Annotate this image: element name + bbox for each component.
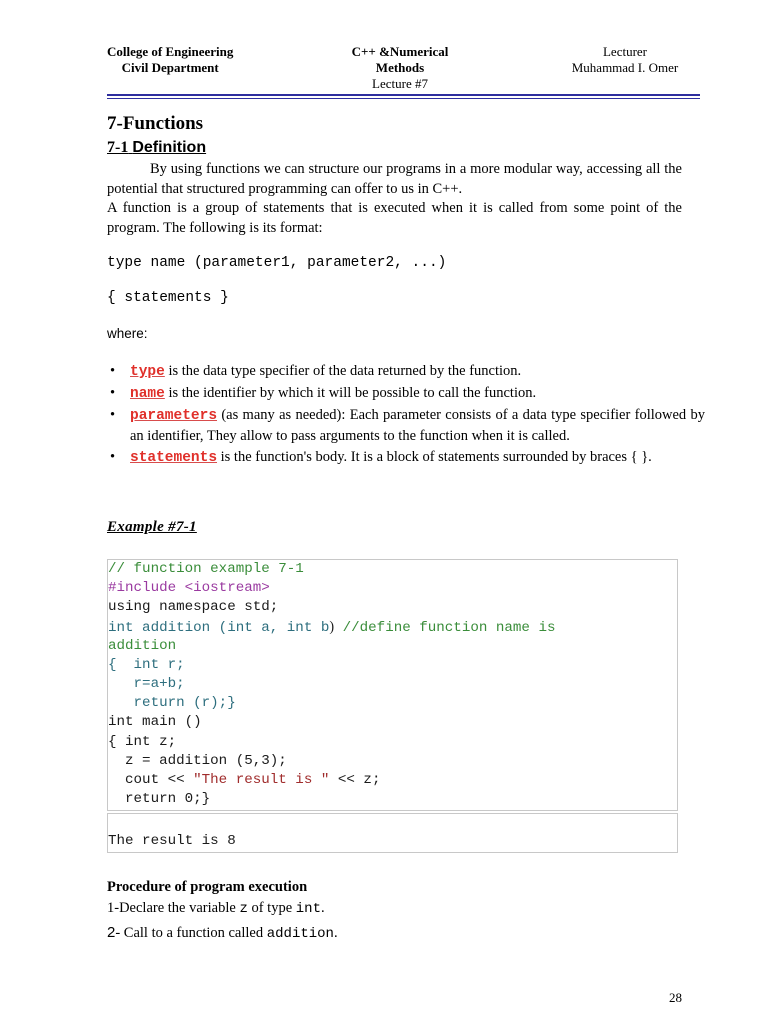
code-line-comment: // function example 7-1 [108, 561, 304, 577]
subsection-number: 7-1 [107, 139, 129, 156]
code-cout-end: << z; [329, 772, 381, 788]
header-lecturer-title: Lecturer [602, 44, 648, 59]
code-signature-paren: ) [329, 619, 335, 635]
header-course [330, 44, 470, 92]
code-inline-comment: //define function name is [334, 620, 556, 636]
code-line-function-signature [108, 618, 555, 638]
header-lecture-number: Lecture #7 [372, 76, 428, 91]
step1-type: int [295, 901, 321, 917]
procedure-step-2 [107, 924, 338, 942]
step2-text: - Call to a function called [115, 925, 267, 941]
list-item-text: is the function's body. It is a block of statements surrounded by braces { }. [217, 449, 652, 465]
header-department: Civil Department [121, 60, 219, 75]
example-title: Example #7-1 [107, 519, 197, 535]
procedure-title: Procedure of program execution [107, 879, 308, 895]
code-line-return: return (r);} [108, 695, 236, 711]
step1-mid: of type [247, 900, 296, 916]
code-line-call: z = addition (5,3); [108, 753, 287, 769]
list-item [110, 405, 705, 446]
code-line-namespace: using namespace std; [108, 599, 279, 615]
section-heading: 7-Functions [107, 113, 204, 134]
header-rule-bottom [107, 98, 700, 99]
code-line-assign: r=a+b; [108, 676, 185, 692]
code-line-declare-z: { int z; [108, 734, 177, 750]
header-rule-top [107, 94, 700, 96]
code-brace: { [108, 657, 134, 673]
bullet-icon: • [110, 363, 116, 379]
keyword-parameters: parameters [130, 408, 218, 424]
program-output: The result is 8 [108, 833, 236, 849]
header-college-line1: College of Engineering [107, 44, 234, 59]
header-lecturer-name: Muhammad I. Omer [571, 60, 679, 75]
code-line-comment-wrap: addition [108, 638, 177, 654]
code-line-main: int main () [108, 714, 202, 730]
keyword-statements: statements [130, 450, 218, 466]
subsection-heading [107, 139, 206, 157]
intro-paragraph: By using functions we can structure our programs in a more modular way, accessing all the potential that structured programming can offer to us in C++. [107, 161, 682, 197]
definition-paragraph: A function is a group of statements that is executed when it is called from some point of the program. The following is its format: [107, 200, 682, 236]
page-number: 28 [669, 990, 682, 1005]
code-cout-part: cout << [108, 772, 194, 788]
step2-end: . [333, 925, 338, 941]
list-item [110, 361, 705, 382]
code-string-literal: "The result is " [193, 772, 330, 788]
where-label: where: [107, 326, 148, 341]
header-course-line1: C++ &Numerical [351, 44, 449, 59]
bullet-icon: • [110, 385, 116, 401]
code-declare-r: int r; [133, 657, 185, 673]
keyword-type: type [130, 364, 165, 380]
step1-end: . [320, 900, 325, 916]
list-item-text: is the data type specifier of the data returned by the function. [164, 363, 522, 379]
header-college [107, 44, 233, 76]
procedure-step-1 [107, 900, 325, 917]
format-body: { statements } [107, 290, 229, 306]
list-item-text: (as many as needed): Each parameter consists of a data type specifier followed by an identifier, They allow to pass arguments to the function when it is called. [130, 407, 705, 444]
header-course-line2: Methods [375, 60, 425, 75]
list-item [110, 447, 705, 468]
bullet-icon: • [110, 449, 116, 465]
parameter-list [107, 361, 705, 469]
header-lecturer [560, 44, 690, 76]
code-line-include: #include <iostream> [108, 580, 270, 596]
keyword-name: name [130, 386, 165, 402]
subsection-title: Definition [132, 139, 207, 156]
step2-number: 2 [107, 924, 116, 941]
step1-variable: z [239, 901, 248, 917]
list-item [110, 383, 705, 404]
code-line-return-main: return 0;} [108, 791, 211, 807]
code-line-cout [108, 771, 380, 790]
bullet-icon: • [110, 407, 116, 423]
step1-text: 1-Declare the variable [107, 900, 240, 916]
step2-function: addition [266, 926, 334, 942]
format-signature: type name (parameter1, parameter2, ...) [107, 255, 447, 271]
code-line-open-brace [108, 656, 185, 675]
list-item-text: is the identifier by which it will be possible to call the function. [164, 385, 537, 401]
code-signature-part: int addition (int a, int b [108, 620, 330, 636]
